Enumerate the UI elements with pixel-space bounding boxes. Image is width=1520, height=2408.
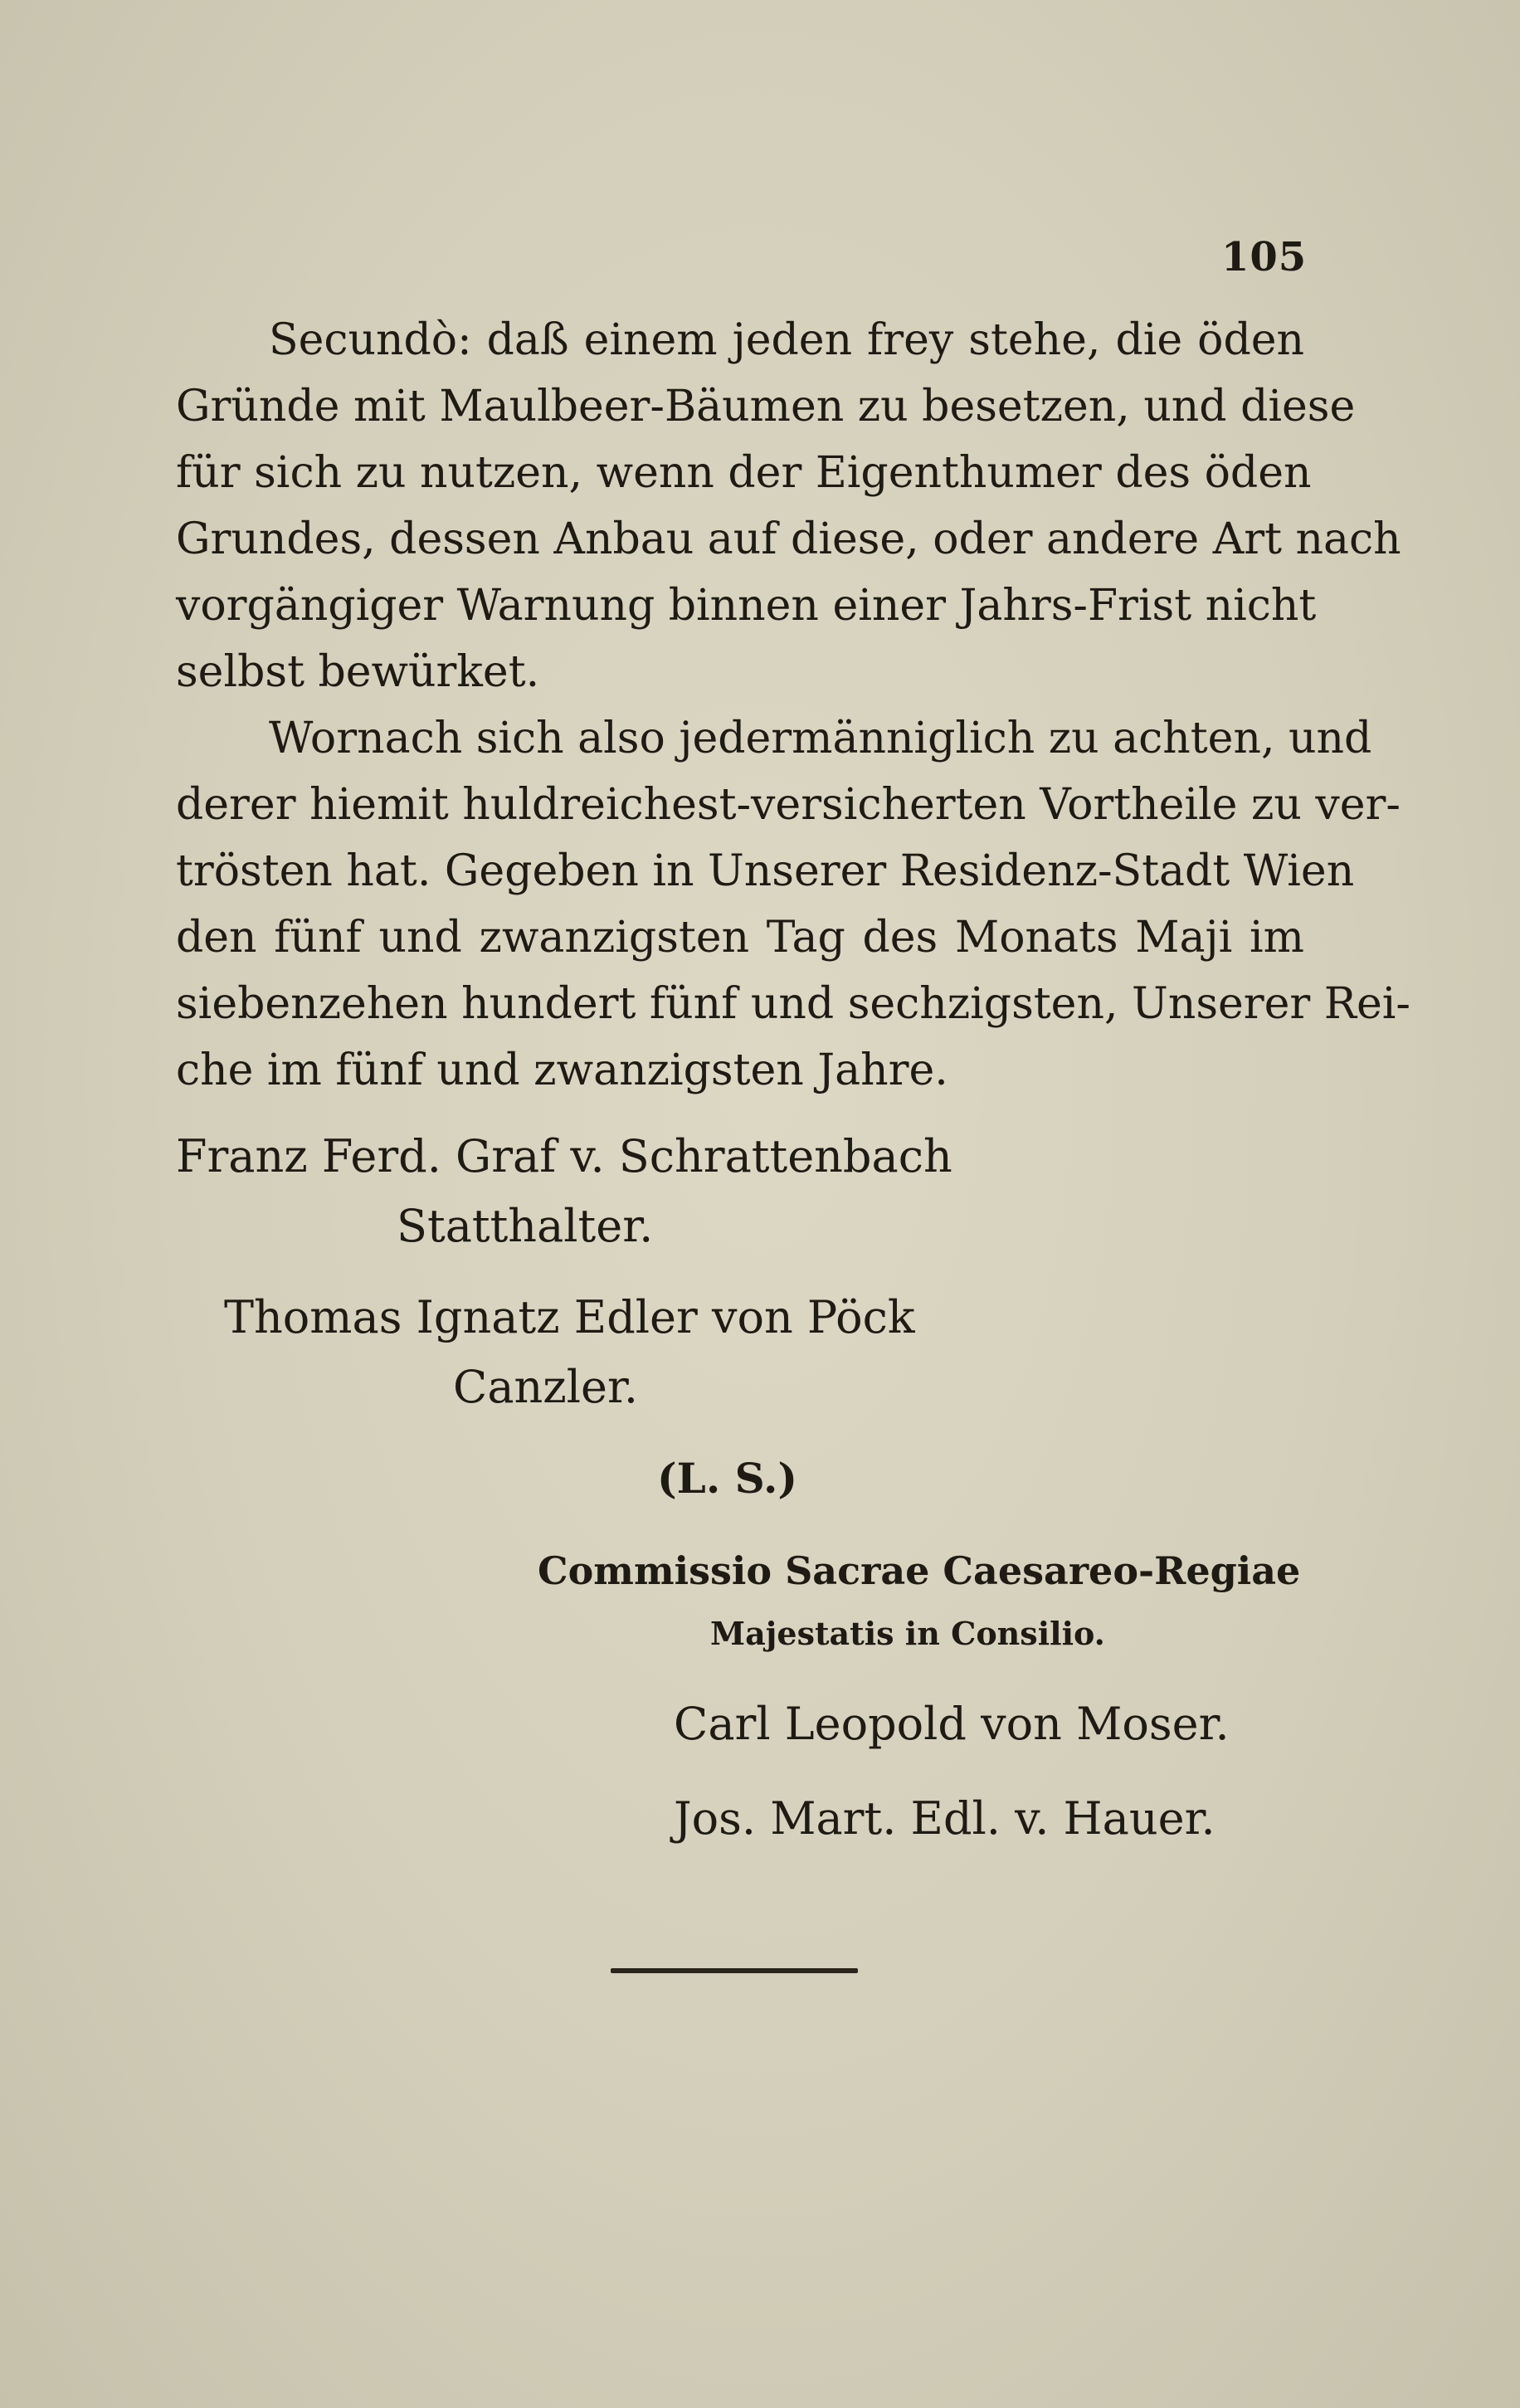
- paragraph-1: [176, 307, 1401, 705]
- text-line: trösten hat. Gegeben in Unserer Residenz-Stadt Wien: [176, 846, 1355, 896]
- body-text: [176, 307, 1410, 1104]
- signer-2-name: Thomas Ignatz Edler von Pöck: [224, 1291, 915, 1343]
- signer-2-title: Canzler.: [453, 1361, 639, 1413]
- commission-line-1: Commissio Sacrae Caesareo-Regiae: [538, 1548, 1301, 1593]
- text-line: für sich zu nutzen, wenn der Eigenthumer des öden: [176, 448, 1312, 498]
- text-line: den fünf und zwanzigsten Tag des Monats Maji im: [176, 913, 1304, 963]
- signer-4-name: Jos. Mart. Edl. v. Hauer.: [674, 1792, 1216, 1845]
- text-line: Wornach sich also jedermänniglich zu achten, und: [269, 714, 1372, 763]
- closing-rule: [611, 1968, 858, 1973]
- seal-mark: (L. S.): [657, 1454, 798, 1503]
- signer-1-name: Franz Ferd. Graf v. Schrattenbach: [176, 1130, 952, 1182]
- page-number: 105: [1221, 234, 1308, 280]
- text-line: Secundò: daß einem jeden frey stehe, die öden: [269, 315, 1304, 365]
- commission-line-2: Majestatis in Consilio.: [710, 1615, 1105, 1652]
- text-line: Grundes, dessen Anbau auf diese, oder andere Art nach: [176, 514, 1401, 564]
- text-line: Gründe mit Maulbeer-Bäumen zu besetzen, und diese: [176, 382, 1356, 431]
- paragraph-2: [176, 705, 1410, 1104]
- text-line: siebenzehen hundert fünf und sechzigsten, Unserer Rei-: [176, 979, 1410, 1029]
- text-line: vorgängiger Warnung binnen einer Jahrs-Frist nicht: [176, 581, 1317, 631]
- text-line: che im fünf und zwanzigsten Jahre.: [176, 1046, 948, 1095]
- text-line: selbst bewürket.: [176, 647, 540, 697]
- signer-3-name: Carl Leopold von Moser.: [674, 1698, 1230, 1750]
- signer-1-title: Statthalter.: [397, 1200, 654, 1252]
- text-line: derer hiemit huldreichest-versicherten Vortheile zu ver-: [176, 780, 1401, 830]
